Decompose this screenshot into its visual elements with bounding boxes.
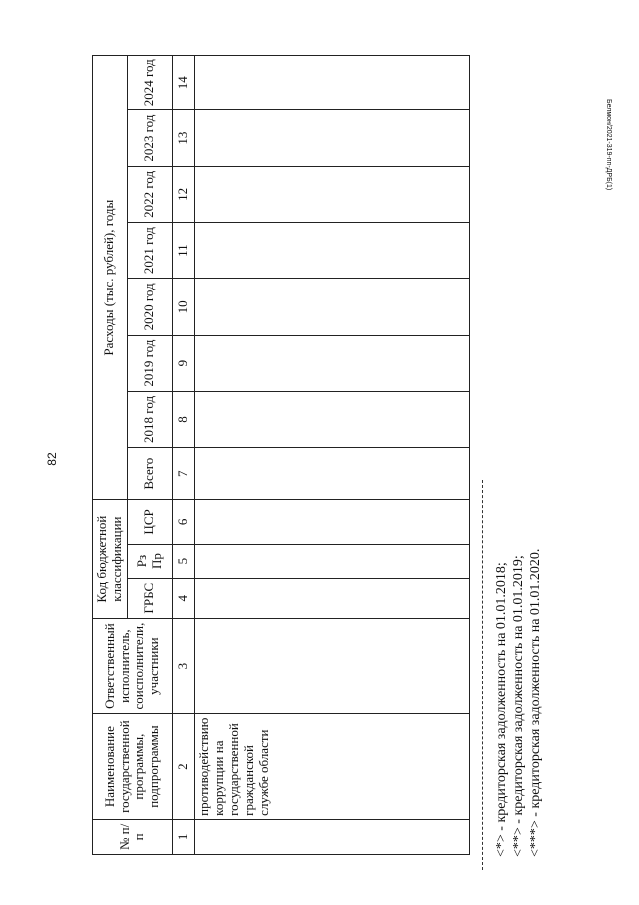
col-number: 10 bbox=[172, 279, 194, 335]
header-year: 2018 год bbox=[127, 391, 172, 447]
cell-empty bbox=[194, 391, 469, 447]
col-number: 1 bbox=[172, 819, 194, 854]
header-grbs: ГРБС bbox=[127, 578, 172, 618]
cell-empty bbox=[194, 448, 469, 500]
header-year: 2019 год bbox=[127, 335, 172, 391]
cell-empty bbox=[194, 544, 469, 578]
col-number: 11 bbox=[172, 223, 194, 279]
col-number: 6 bbox=[172, 500, 194, 544]
col-number: 12 bbox=[172, 166, 194, 222]
footnote: <*> - кредиторская задолженность на 01.01.2018; bbox=[494, 562, 509, 857]
header-budget-code: Код бюджетной классификации bbox=[93, 500, 128, 619]
cell-program-name: противодействию коррупции на государственной гражданской службе области bbox=[194, 714, 469, 820]
cell-empty bbox=[194, 166, 469, 222]
cell-empty bbox=[194, 500, 469, 544]
col-number: 7 bbox=[172, 448, 194, 500]
header-responsible: Ответственный исполнитель, соисполнители, участники bbox=[93, 618, 173, 713]
footnote: <***> - кредиторская задолженность на 01.01.2020. bbox=[528, 548, 543, 857]
col-number: 13 bbox=[172, 110, 194, 166]
cell-empty bbox=[194, 335, 469, 391]
footnote-divider bbox=[482, 480, 483, 870]
col-number: 8 bbox=[172, 391, 194, 447]
cell-empty bbox=[194, 578, 469, 618]
col-number: 5 bbox=[172, 544, 194, 578]
header-year: 2024 год bbox=[127, 56, 172, 110]
header-year: 2022 год bbox=[127, 166, 172, 222]
expenses-table bbox=[92, 55, 470, 855]
cell-empty bbox=[194, 56, 469, 110]
header-expenses: Расходы (тыс. рублей), годы bbox=[93, 56, 128, 500]
cell-empty bbox=[194, 618, 469, 713]
footnote: <**> - кредиторская задолженность на 01.01.2019; bbox=[511, 555, 526, 857]
header-total: Всего bbox=[127, 448, 172, 500]
header-year: 2020 год bbox=[127, 279, 172, 335]
header-year: 2021 год bbox=[127, 223, 172, 279]
header-rz-pr: Рз Пр bbox=[127, 544, 172, 578]
header-num: № п/п bbox=[93, 819, 173, 854]
cell-empty bbox=[194, 819, 469, 854]
page-number: 82 bbox=[45, 452, 59, 466]
cell-empty bbox=[194, 110, 469, 166]
document-code: Белмон/2021-319-пп-ДРБ(1) bbox=[605, 99, 612, 191]
col-number: 3 bbox=[172, 618, 194, 713]
header-year: 2023 год bbox=[127, 110, 172, 166]
col-number: 14 bbox=[172, 56, 194, 110]
cell-empty bbox=[194, 279, 469, 335]
col-number: 4 bbox=[172, 578, 194, 618]
col-number: 9 bbox=[172, 335, 194, 391]
rotated-page-content bbox=[87, 55, 552, 875]
col-number: 2 bbox=[172, 714, 194, 820]
cell-empty bbox=[194, 223, 469, 279]
header-csr: ЦСР bbox=[127, 500, 172, 544]
header-program-name: Наименование государственной программы, подпрограммы bbox=[93, 714, 173, 820]
